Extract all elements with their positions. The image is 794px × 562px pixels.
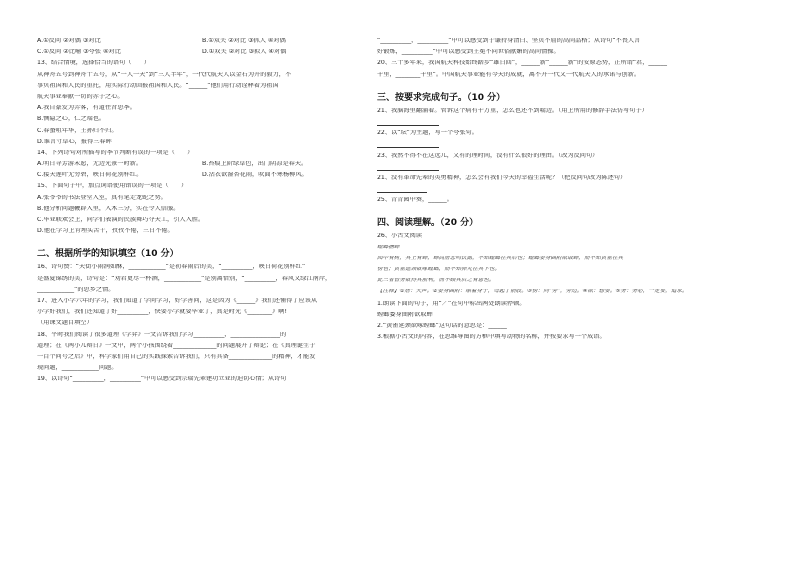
left-column xyxy=(37,38,367,387)
q19-continued-line[interactable]: 好锻炼，__________”中可以感受到王冕不向世俗献媚的高尚情操。 xyxy=(377,49,560,56)
poem-line: 此三者皆务欲得其前利，而不顾其后之有患也。 xyxy=(377,278,495,284)
q13-option-c[interactable]: C.春蚕咀年华，王孙归不归。 xyxy=(37,127,118,134)
q17-line[interactable]: 小学好我们，我们还知道了好__________，快要小学就要毕业了，真是时光《________》啊! xyxy=(37,309,287,316)
q16-line[interactable]: 16、诗句赞：“天街小雨润如酥，____________”是初春雨后的美，“__________，映日荷花别样红” xyxy=(37,264,306,271)
poem-line: 傍也；黄雀延颈欲啄螳螂，而不知弹丸在其下也。 xyxy=(377,267,501,272)
q20-line[interactable]: 20、三十多年来，我国航天科技始终踏步“雄日回”，______新“______新”的安原态势，正所谓“君，______ xyxy=(377,60,667,67)
poem-line: 园中有树，其上有蝉，蝉高居悲鸣饮露，不知螳螂在其后也；螳螂委身曲附欲取蝉，而不知黄雀在其 xyxy=(377,255,624,261)
q26-1-sentence[interactable]: 螳螂委身曲附欲取蝉 xyxy=(377,311,433,318)
q26-title: 26、小古文阅读 xyxy=(377,233,422,240)
q14-option-d[interactable]: D.沾衣欲湿杏花雨，吹面不寒杨柳风。 xyxy=(202,172,308,179)
q13-stem: 13、结合情境，选择恰当的语句（ ） xyxy=(37,60,151,67)
q14-options-row-2 xyxy=(37,172,367,183)
q22-answer-line[interactable] xyxy=(377,141,722,152)
q17-line: （用课文题目填空） xyxy=(37,320,93,327)
q23-prompt: 23、我然不得不在这远儿，又有的理时间，没有什么很好的理由。（改为反问句） xyxy=(377,152,599,159)
section-3-title: 三、按要求完成句子。（10 分） xyxy=(377,92,506,103)
q21b-prompt: 21、没有革命先辈的英勇精神，怎么会有我们今天的幸福生活呢？（把反问句改为陈述句） xyxy=(377,174,627,181)
q23-answer-line[interactable] xyxy=(377,164,722,175)
q20-line[interactable]: 千里，________千里”。中国航天事业能有今天的成就，离不开一代又一代航天人的承诺与创新。 xyxy=(377,71,641,78)
q15-option-c[interactable]: C.毕业联欢会上，同学们表演的民族舞巧夺天工，引人入胜。 xyxy=(37,217,205,223)
section-2-title: 二、根据所学的知识填空（10 分） xyxy=(37,249,179,260)
option-c[interactable]: C.①反问 ②比喻 ③夸张 ④对比 xyxy=(37,49,121,56)
q21b-answer-line[interactable] xyxy=(377,186,722,197)
q14-option-a[interactable]: A.明日寻芳游未愿，无边光景一时新。 xyxy=(37,161,143,168)
q15-option-d[interactable]: D.他在学习上肯埋头苦干，孜孜不倦，三日不倦。 xyxy=(37,228,174,235)
option-b[interactable]: B.①双关 ②对比 ③抓人 ④对偶 xyxy=(202,38,286,44)
q21a-answer-line[interactable] xyxy=(377,119,722,130)
q15-stem: 15、下面句子中，加点词语使用错误的一项是（ ） xyxy=(37,183,188,190)
option-d[interactable]: D.①双关 ②对比 ③拟人 ④对偶 xyxy=(202,49,287,56)
q13-option-d[interactable]: D.谁言寸草心，报得三春晖 xyxy=(37,138,112,145)
poem-notes: 【注释】①居：大声。②委身曲附：缩着身子，弯起了前肢。③傍：同“旁”，旁边。④欲：想要。⑤务：务必，一定要，追求。 xyxy=(377,289,688,295)
q13-passage-line: 航天事业奉献一切的赤子之心。 xyxy=(37,93,124,100)
q13-option-b[interactable]: B.恻隐之心，仁之端也。 xyxy=(37,116,106,123)
option-a[interactable]: A.①反问 ②对偶 ③对比 xyxy=(37,38,101,44)
q13-option-a[interactable]: A.我自豪发为弄客，有道往昔思季。 xyxy=(37,105,136,112)
q12-options-row-2 xyxy=(37,49,367,60)
q25-line[interactable]: 25、青青园中葵，______。 xyxy=(377,197,453,204)
q14-options-row-1 xyxy=(37,161,367,172)
q14-option-c[interactable]: C.接天莲叶无穷碧，映日荷花别样红。 xyxy=(37,172,143,179)
q18-line[interactable]: 道理；在《两小儿辩日》一文中，两个小孩围绕着______________的问题展开了辩论；在《真理诞生于 xyxy=(37,342,316,349)
q15-option-a[interactable]: A.张爷爷的书法登堂入室，真有笔走龙蛇之势。 xyxy=(37,194,167,201)
right-column xyxy=(377,38,722,345)
section-4-title: 四、阅读理解。（20 分） xyxy=(377,218,479,229)
q16-line[interactable]: 是盛夏锦绣的美，诗句是：“劝君更尽一杯酒，____________”是别离惜别，“__________，春风又绿江南岸， xyxy=(37,275,332,282)
q19-line[interactable]: 19、以诗句“__________，__________”中可以感受到宗瑞先辈建功立业的迫切心情；从诗句 xyxy=(37,376,287,383)
q13-passage-line: 事负祖国和人民的重托，用实际行动回报祖国和人民。“______”他们用行动诠释着为祖国 xyxy=(37,82,279,89)
q15-option-b[interactable]: B.他分析问题鞭辟入里，入木三分，实在令人信服。 xyxy=(37,205,180,212)
q16-line[interactable]: ____________”的思乡之情。 xyxy=(37,286,115,293)
q18-line[interactable]: 18、平时我们阅读了很多道理《学弈》一文告诉我们学习__________，________________的 xyxy=(37,331,287,338)
q26-2-prompt[interactable]: 2.“黄雀延颈欲啄螳螂”这句话的意思是：______ xyxy=(377,322,507,329)
q18-line[interactable]: 现问题，____________问题。 xyxy=(37,365,118,372)
q14-option-b[interactable]: B.苔痕上阶绿草色，出门阴凉是春天。 xyxy=(202,161,308,168)
q26-3-prompt: 3.根据小古文的内容，在思维导图的方框中填写动物的名称，并按要求写一个成语。 xyxy=(377,334,606,341)
q18-line[interactable]: 一百个问号之后》中，科学家们用自己的实践探索告诉我们，只有具备______________的精神，才能发 xyxy=(37,353,316,360)
q26-1-prompt: 1.朗读下面的句子，用“／”在句中标出两处朗读停顿。 xyxy=(377,300,526,307)
q14-stem: 14、下列诗句对所描写的季节判断有误的一项是（ ） xyxy=(37,149,194,156)
q21a-prompt: 21、我脑海里翻涌着。管诉这个病有千万重，怎么也还不到喘边。（用上所用的修辞手法仿写句子） xyxy=(377,107,648,114)
q22-prompt: 22、以“坛”为主题，写一个夸张句。 xyxy=(377,130,478,137)
q17-line[interactable]: 17、进入小学六年的学习，我们知道了学问学习，好学善问，这是因为《______》我们还懂得了应该从 xyxy=(37,297,318,304)
q12-options-row-1 xyxy=(37,38,367,49)
poem-title: 螳螂捕蝉 xyxy=(377,244,400,250)
q19-continued-line[interactable]: “__________，__________”中可以感受到于谦持身清白、坚贞不屈的高尚品格；从诗句“不畏人言 xyxy=(377,38,641,44)
q13-passage-line: 从神舟五号到神舟十五号，从“一人一天”到“三人半年”，一代代航天人以金石为开的毅力，不 xyxy=(37,71,292,78)
